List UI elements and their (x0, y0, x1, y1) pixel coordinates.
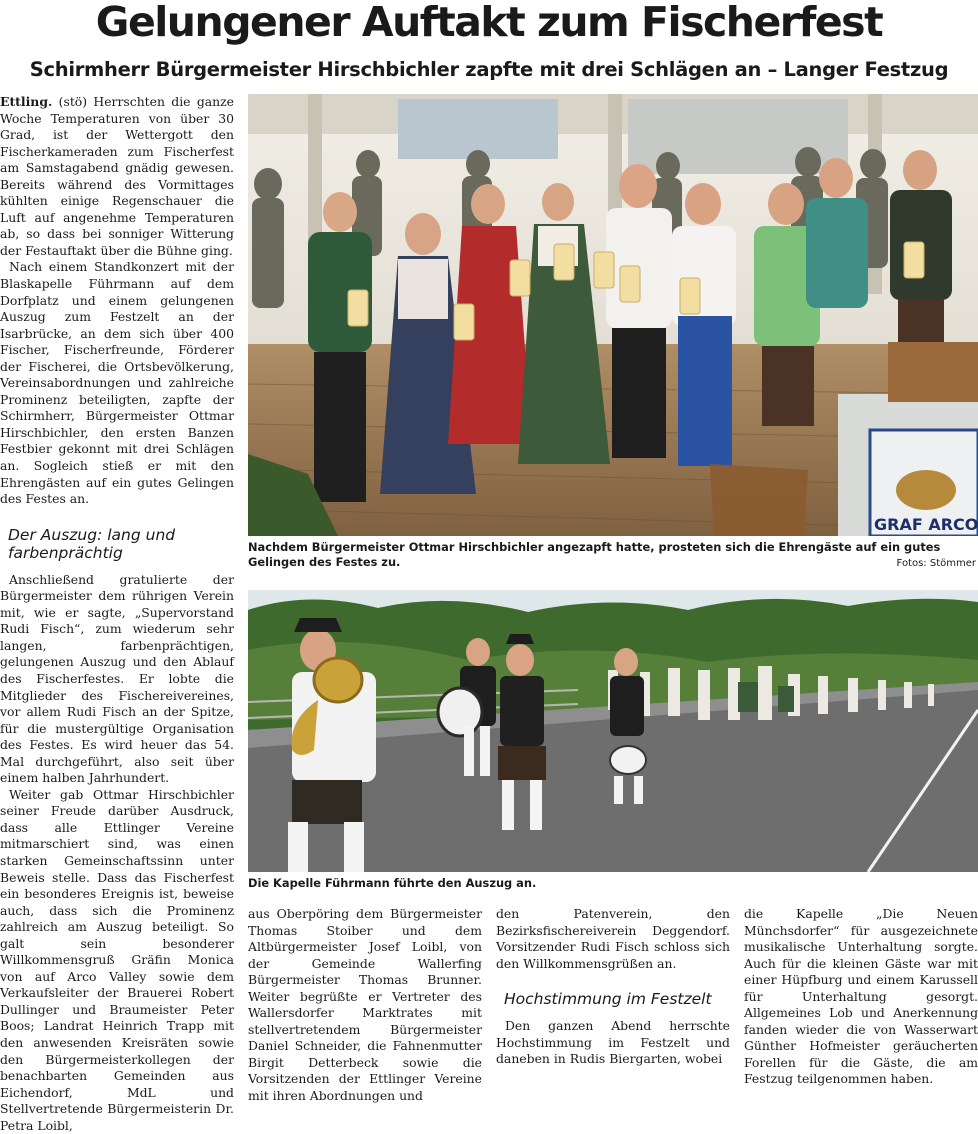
photo-group-toast (248, 94, 978, 536)
paragraph: Den ganzen Abend herrschte Hochstimmung im Festzelt und daneben in Rudis Biergarten, wobei (496, 1018, 730, 1067)
article-column-4 (744, 906, 978, 1088)
photo-parade (248, 590, 978, 872)
paragraph (0, 94, 234, 259)
subheading-auszug: Der Auszug: lang und farbenprächtig (8, 525, 176, 562)
dateline: Ettling. (0, 94, 53, 109)
photo-group-toast-image (248, 94, 978, 536)
caption-photo-1: Nachdem Bürgermeister Ottmar Hirschbichler angezapft hatte, prosteten sich die Ehrengäste auf ein gutes Gelingen des Festes zu. (248, 540, 941, 569)
sign-text: GRAF ARCO (874, 515, 978, 534)
paragraph: den Patenverein, den Bezirksfischereiverein Deggendorf. Vorsitzender Rudi Fisch schloss sich den Willkommensgrüßen an. (496, 906, 730, 971)
article-column-2 (248, 906, 482, 1105)
subheadline: Schirmherr Bürgermeister Hirschbichler zapfte mit drei Schlägen an – Langer Festzug (29, 58, 949, 81)
paragraph: aus Oberpöring dem Bürgermeister Thomas Stoiber und dem Altbürgermeister Josef Loibl, von der Gemeinde Wallerfing Bürgermeister Thomas Brunner. Weiter begrüßte er Vertreter des Wallersdorfer Marktrates mit stellvertretendem Bürgermeister Daniel Schneider, die Fahnenmutter Birgit Detterbeck sowie die Vorsitzenden der Ettlinger Vereine mit ihren Abordnungen und (248, 906, 482, 1104)
article-column-3 (496, 906, 730, 1068)
headline: Gelungener Auftakt zum Fischerfest (95, 0, 883, 46)
paragraph-text: (stö) Herrschten die ganze Woche Temperaturen von über 30 Grad, ist der Wettergott den Fischerkameraden zum Fischerfest am Samstagabend gnädig gewesen. Bereits während des Vormittages kühlten einige Regenschauer die Luft auf angenehme Temperaturen ab, so dass bei sonniger Witterung der Festauftakt über die Bühne ging. (0, 94, 234, 258)
photo-credit: Fotos: Stömmer (896, 558, 976, 569)
paragraph: Nach einem Standkonzert mit der Blaskapelle Führmann auf dem Dorfplatz und einem gelungenen Auszug zum Festzelt an der Isarbrücke, an dem sich über 400 Fischer, Fischerfreunde, Förderer der Fischerei, die Ortsbevölkerung, Vereinsabordnungen und zahlreiche Prominenz beteiligten, zapfte der Schirmherr, Bürgermeister Ottmar Hirschbichler, den ersten Banzen Festbier gekonnt mit drei Schlägen an. Sogleich stieß er mit den Ehrengästen auf ein gutes Gelingen des Festes an. (0, 259, 234, 507)
subheading-hochstimmung: Hochstimmung im Festzelt (504, 990, 712, 1009)
caption-photo-2: Die Kapelle Führmann führte den Auszug an. (248, 876, 537, 890)
paragraph: Anschließend gratulierte der Bürgermeister dem rührigen Verein mit, wie er sagte, „Supervorstand Rudi Fisch“, zum wiederum sehr langen, farbenprächtigen, gelungenen Auszug und den Ablauf des Fischerfestes. Er lobte die Mitglieder des Fischereivereines, vor allem Rudi Fisch an der Spitze, für die mustergültige Organisation des Festes. Es wird heuer das 54. Mal durchgeführt, also seit über einem halben Jahrhundert. (0, 571, 234, 786)
article-column-1 (0, 94, 234, 1134)
photo-parade-image (248, 590, 978, 872)
paragraph: Weiter gab Ottmar Hirschbichler seiner Freude darüber Ausdruck, dass alle Ettlinger Vereine mitmarschiert sind, was einen starken Gemeinschaftssinn unter Beweis stelle. Dass das Fischerfest ein besonderes Ereignis ist, beweise auch, dass sich die Prominenz zahlreich am Auszug beteiligt. So galt sein besonderer Willkommensgruß Gräfin Monica von auf Arco Valley sowie dem Verkaufsleiter der Brauerei Robert Dullinger und Braumeister Peter Boos; Landrat Heinrich Trapp mit den anwesenden Kreisräten sowie den Bürgermeisterkollegen der benachbarten Gemeinden aus Eichendorf, MdL und Stellvertretende Bürgermeisterin Dr. Petra Loibl, (0, 786, 234, 1133)
paragraph: die Kapelle „Die Neuen Münchsdorfer“ für ausgezeichnete musikalische Unterhaltung sorgte. Auch für die kleinen Gäste war mit einer Hüpfburg und einem Karussell für Unterhaltung gesorgt. Allgemeines Lob und Anerkennung fanden wieder die von Wasserwart Günther Hofmeister geräucherten Forellen für die Gäste, die am Festzug teilgenommen haben. (744, 906, 978, 1087)
